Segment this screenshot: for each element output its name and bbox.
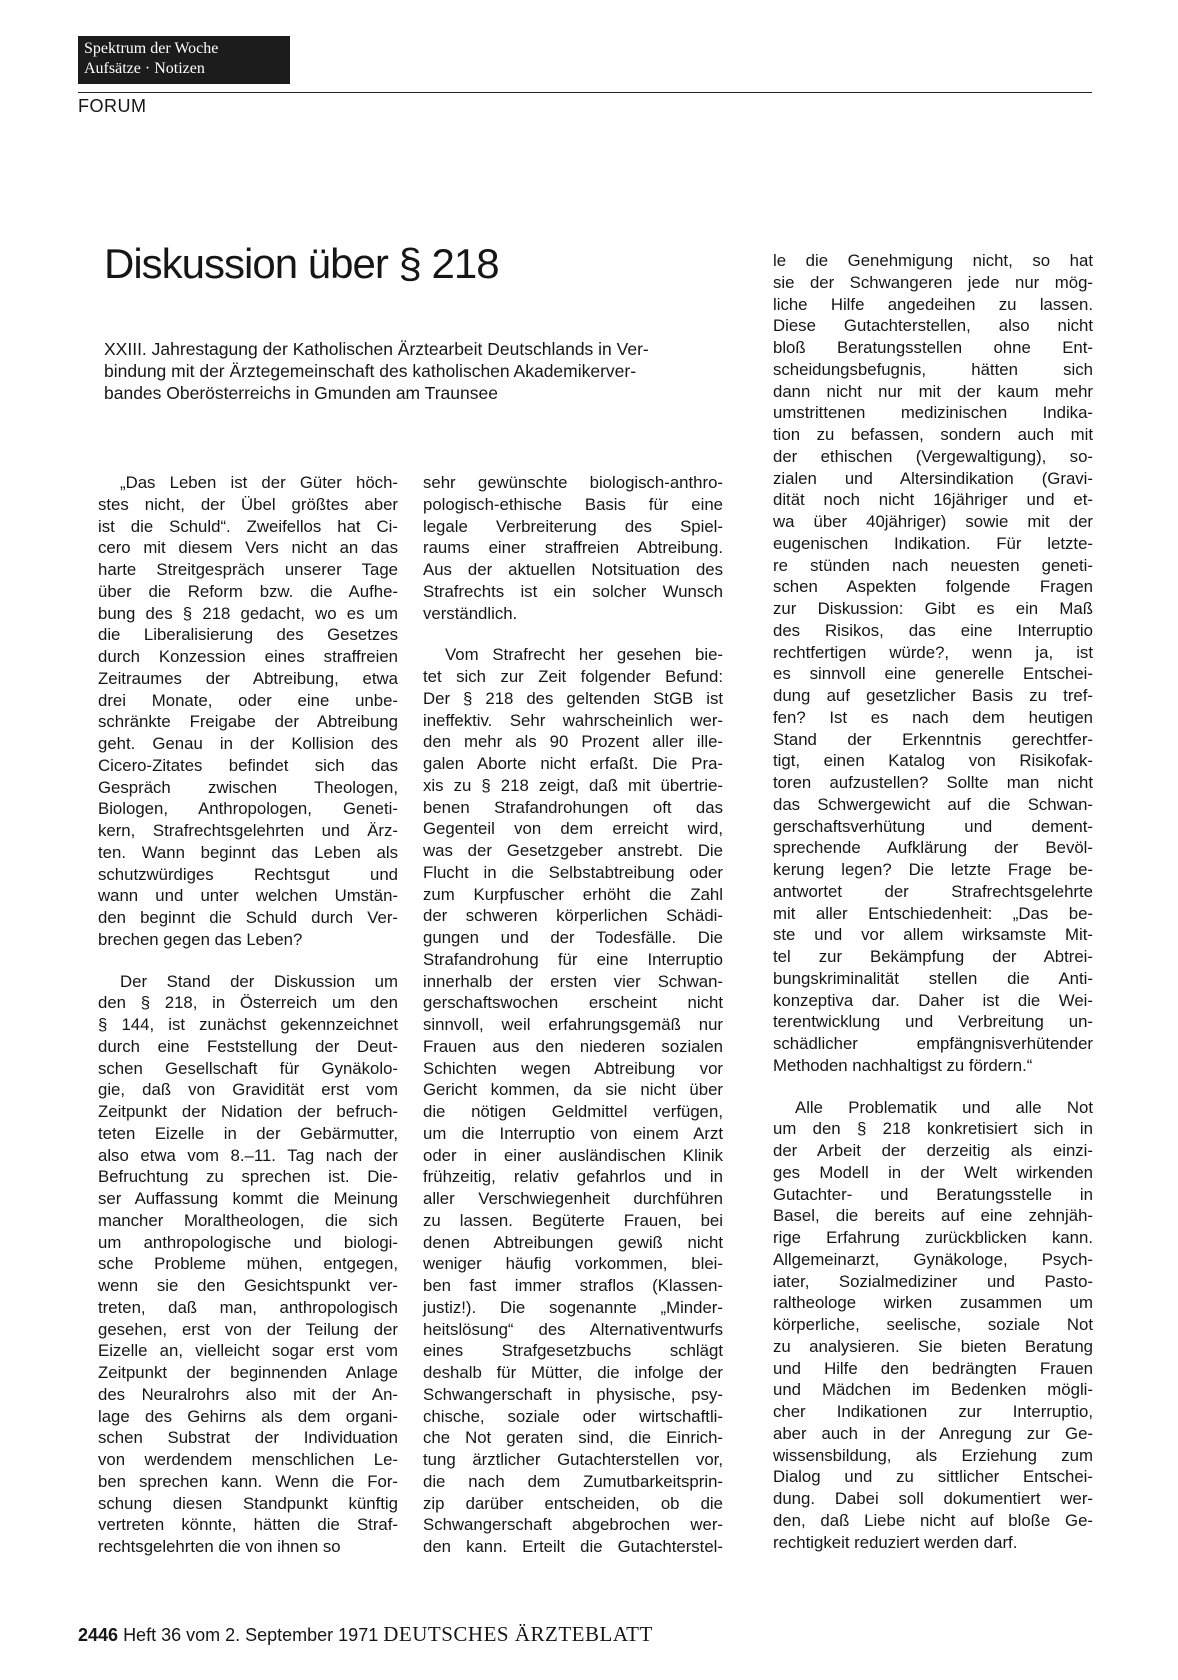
text-line: gie, daß von Gravidität erst vom [98, 1080, 398, 1100]
text-line: mancher Moraltheologen, die sich [98, 1210, 398, 1230]
text-line: bloß Beratungsstellen ohne Ent- [773, 338, 1093, 357]
text-line: dung. Dabei soll dokumentiert wer- [773, 1489, 1093, 1508]
text-line: dität noch nicht 16jähriger und et- [773, 490, 1093, 510]
section-label: FORUM [78, 96, 147, 116]
text-line: kerung legen? Die letzte Frage be- [773, 860, 1093, 879]
text-line: rechtfertigen würde?, wenn ja, ist [773, 642, 1093, 662]
text-line: Der Stand der Diskussion um [120, 971, 398, 991]
text-line: wissensbildung, als Erziehung zum [773, 1445, 1093, 1465]
text-line: drei Monate, oder eine unbe- [98, 690, 398, 710]
text-line: und Mädchen im Bedenken mögli- [773, 1380, 1093, 1400]
text-line: wa über 40jähriger) sowie mit der [773, 512, 1093, 531]
text-line: Flucht in die Selbstabtreibung oder [423, 862, 723, 882]
text-line: raltheologe wirken zusammen um [773, 1293, 1093, 1313]
text-line: rechtsgelehrten die von ihnen so [98, 1537, 341, 1556]
text-line: iater, Sozialmediziner und Pasto- [773, 1271, 1093, 1291]
text-line: benen Strafandrohungen oft das [423, 797, 723, 817]
text-line: durch Konzession eines straffreien [98, 647, 398, 666]
text-line: harte Streitgespräch unserer Tage [98, 560, 398, 579]
text-line: zu analysieren. Sie bieten Beratung [773, 1336, 1093, 1356]
text-line: Schichten wegen Abtreibung vor [423, 1058, 723, 1078]
text-line: ineffektiv. Sehr wahrscheinlich wer- [423, 710, 723, 730]
text-line: der schweren körperlichen Schädi- [423, 906, 723, 926]
text-line: was der Gesetzgeber anstrebt. Die [423, 841, 723, 860]
text-line: schen Gesellschaft für Gynäkolo- [98, 1058, 398, 1078]
text-line: eugenischen Indikation. Für letzte- [773, 533, 1093, 553]
text-line: des Risikos, das eine Interruptio [773, 620, 1093, 640]
text-line: aller Verschwiegenheit durchführen [423, 1189, 723, 1208]
text-line: innerhalb der ersten vier Schwan- [423, 971, 723, 991]
text-line: Gutachter- und Beratungsstelle in [773, 1184, 1093, 1204]
text-line: teten Eizelle in der Gebärmutter, [98, 1123, 398, 1143]
text-line: lage des Gehirns als dem organi- [98, 1406, 398, 1426]
text-line: von werdendem menschlichen Le- [98, 1450, 398, 1469]
text-line: ges Modell in der Welt wirkenden [773, 1162, 1093, 1182]
text-line: um den § 218 konkretisiert sich in [773, 1119, 1093, 1139]
text-line: tel zur Bekämpfung der Abtrei- [773, 947, 1093, 966]
text-line: ist die Schuld“. Zweifellos hat Ci- [98, 516, 398, 536]
text-line: den kann. Erteilt die Gutachterstel- [423, 1537, 723, 1556]
text-line: geht. Genau in der Kollision des [98, 734, 398, 753]
text-line: oder in einer ausländischen Klinik [423, 1145, 723, 1165]
article-title: Diskussion über § 218 [104, 240, 499, 287]
text-line: Diese Gutachterstellen, also nicht [773, 316, 1093, 336]
text-line: zip darüber entscheiden, ob die [423, 1493, 723, 1513]
text-line: den mehr als 90 Prozent aller ille- [423, 732, 723, 752]
text-line: das Schwergewicht auf die Schwan- [773, 794, 1093, 814]
text-line: Schwangerschaft in physische, psy- [423, 1384, 723, 1404]
text-line: Zeitpunkt der Nidation der befruch- [98, 1102, 398, 1121]
text-line: xis zu § 218 zeigt, daß mit übertrie- [423, 775, 723, 795]
text-line: umstrittenen medizinischen Indika- [773, 403, 1093, 423]
text-line: rechtigkeit reduziert werden darf. [773, 1532, 1018, 1552]
text-line: der ethischen (Vergewaltigung), so- [773, 446, 1093, 466]
text-column-3 [773, 250, 1093, 1553]
text-line: Frauen aus den niederen sozialen [423, 1036, 723, 1056]
text-line: ben fast immer straflos (Klassen- [423, 1276, 723, 1295]
text-line: antwortet der Strafrechtsgelehrte [773, 881, 1093, 901]
text-line: Gespräch zwischen Theologen, [98, 777, 398, 797]
subtitle-line: bandes Oberösterreichs in Gmunden am Traunsee [104, 383, 498, 403]
text-line: kern, Strafrechtsgelehrten und Ärz- [98, 821, 398, 840]
text-line: Dialog und zu sittlicher Entschei- [773, 1467, 1093, 1487]
text-line: tigt, einen Katalog von Risikofak- [773, 751, 1093, 771]
text-line: sche Probleme mühen, entgegen, [98, 1254, 398, 1274]
text-line: sinnvoll, weil erfahrungsgemäß nur [423, 1015, 723, 1034]
text-line: Gericht kommen, da sie nicht über [423, 1080, 723, 1100]
text-line: eines Strafgesetzbuchs schlägt [423, 1341, 723, 1361]
text-line: den, daß Liebe nicht auf bloße Ge- [773, 1510, 1093, 1530]
text-line: mit aller Entschiedenheit: „Das be- [773, 903, 1093, 923]
text-line: schung diesen Standpunkt künftig [98, 1493, 398, 1513]
text-line: Zeitraumes der Abtreibung, etwa [98, 668, 398, 688]
text-line: gungen und der Todesfälle. Die [423, 928, 723, 947]
badge-line-2: Aufsätze · Notizen [84, 60, 205, 77]
text-line: stes nicht, der Übel größtes aber [98, 494, 398, 514]
issue-info: Heft 36 vom 2. September 1971 [123, 1625, 379, 1645]
text-line: Allgemeinarzt, Gynäkologe, Psych- [773, 1249, 1093, 1269]
text-line: verständlich. [423, 603, 518, 623]
text-line: pologisch-ethische Basis für eine [423, 494, 723, 514]
text-line: Vom Strafrecht her gesehen bie- [445, 645, 723, 665]
text-line: dung auf gesetzlicher Basis zu tref- [773, 686, 1093, 705]
text-line: es sinnvoll eine generelle Entschei- [773, 664, 1093, 684]
text-line: also etwa vom 8.–11. Tag nach der [98, 1145, 398, 1165]
page-footer [78, 1622, 653, 1647]
text-line: ten. Wann beginnt das Leben als [98, 842, 398, 862]
text-line: sehr gewünschte biologisch-anthro- [423, 473, 723, 492]
text-line: toren aufzustellen? Sollte man nicht [773, 773, 1093, 792]
text-line: zialen und Altersindikation (Gravi- [773, 468, 1093, 488]
text-line: Zeitpunkt der beginnenden Anlage [98, 1363, 398, 1382]
text-line: Gegenteil von dem erreicht wird, [423, 819, 723, 839]
text-line: und Hilfe den bedrängten Frauen [773, 1358, 1093, 1378]
text-line: denen Abtreibungen gewiß nicht [423, 1232, 723, 1252]
section-badge [78, 36, 290, 84]
text-line: schränkte Freigabe der Abtreibung [98, 712, 398, 732]
text-line: heitslösung“ des Alternativentwurfs [423, 1319, 723, 1339]
text-line: treten, daß man, anthropologisch [98, 1297, 398, 1317]
text-line: chische, soziale oder wirtschaftli- [423, 1406, 723, 1426]
text-line: die nach dem Zumutbarkeitsprin- [423, 1471, 723, 1491]
text-line: Schwangerschaft abgebrochen wer- [423, 1515, 723, 1535]
text-line: ben sprechen kann. Wenn die For- [98, 1471, 398, 1491]
text-line: den beginnt die Schuld durch Ver- [98, 908, 398, 927]
text-line: aber auch in der Anregung zur Ge- [773, 1423, 1093, 1443]
text-line: cero mit diesem Vers nicht an das [98, 538, 398, 558]
text-line: dann nicht nur mit der kaum mehr [773, 381, 1093, 401]
text-line: wann und unter welchen Umstän- [98, 886, 398, 906]
text-line: sprechende Aufklärung der Bevöl- [773, 838, 1093, 858]
text-line: konzeptiva dar. Daher ist die Wei- [773, 990, 1093, 1010]
article-subtitle [104, 338, 732, 404]
text-line: zum Kurpfuscher erhöht die Zahl [423, 884, 723, 904]
text-line: des Neuralrohrs also mit der An- [98, 1384, 398, 1404]
text-line: die Liberalisierung des Gesetzes [98, 625, 398, 645]
text-line: der Arbeit der derzeitig als einzi- [773, 1141, 1093, 1160]
text-line: tet sich zur Zeit folgender Befund: [423, 667, 723, 686]
text-line: um die Interruptio von einem Arzt [423, 1123, 723, 1143]
text-column-1 [98, 472, 398, 1558]
text-line: zur Diskussion: Gibt es ein Maß [773, 599, 1093, 618]
text-line: galen Aborte nicht erfaßt. Die Pra- [423, 754, 723, 773]
text-line: Basel, die bereits auf eine zehnjäh- [773, 1206, 1093, 1226]
text-line: liche Hilfe angedeihen zu lassen. [773, 294, 1093, 314]
text-line: ste und vor allem wirksamste Mit- [773, 925, 1093, 945]
text-line: deshalb für Mütter, die infolge der [423, 1363, 723, 1382]
text-line: Befruchtung zu sprechen ist. Die- [98, 1167, 398, 1187]
text-line: um anthropologische und biologi- [98, 1232, 398, 1252]
text-line: brechen gegen das Leben? [98, 929, 303, 949]
text-line: durch eine Feststellung der Deut- [98, 1036, 398, 1056]
text-line: re stünden nach neuesten geneti- [773, 555, 1093, 575]
text-line: rige Erfahrung zurückblicken kann. [773, 1228, 1093, 1247]
text-line: vertreten könnte, hätten die Straf- [98, 1515, 398, 1535]
text-line: gerschaftsverhütung und dement- [773, 816, 1093, 836]
text-line: ser Auffassung kommt die Meinung [98, 1189, 398, 1208]
text-line: schen Aspekten folgende Fragen [773, 577, 1093, 597]
text-line: tung ärztlicher Gutachterstellen vor, [423, 1450, 723, 1469]
text-line: che Not geraten sind, die Einrich- [423, 1428, 723, 1448]
page-number: 2446 [78, 1625, 119, 1645]
text-line: Alle Problematik und alle Not [795, 1097, 1093, 1117]
text-line: den § 218, in Österreich um den [98, 993, 398, 1013]
text-line: sie der Schwangeren jede nur mög- [773, 272, 1093, 292]
text-line: über die Reform bzw. die Aufhe- [98, 581, 398, 601]
text-line: § 144, ist zunächst gekennzeichnet [98, 1015, 398, 1034]
text-line: frühzeitig, relativ gefahrlos und in [423, 1167, 723, 1187]
text-line: weniger häufig vorkommen, blei- [423, 1254, 723, 1274]
text-line: terentwicklung und Verbreitung un- [773, 1012, 1093, 1032]
text-line: Strafrechts ist ein solcher Wunsch [423, 581, 723, 601]
text-line: Cicero-Zitates befindet sich das [98, 755, 398, 775]
text-line: „Das Leben ist der Güter höch- [120, 473, 398, 492]
text-line: fen? Ist es nach dem heutigen [773, 707, 1093, 727]
text-line: Strafandrohung für eine Interruptio [423, 949, 723, 969]
text-line: cher Indikationen zur Interruptio, [773, 1402, 1093, 1421]
text-line: Eizelle an, vielleicht sogar erst vom [98, 1341, 398, 1361]
journal-name: DEUTSCHES ÄRZTEBLATT [383, 1622, 653, 1646]
text-line: justiz!). Die sogenannte „Minder- [423, 1297, 723, 1317]
subtitle-line: XXIII. Jahrestagung der Katholischen Ärztearbeit Deutschlands in Ver- [104, 339, 649, 359]
text-line: tion zu befassen, sondern auch mit [773, 425, 1093, 444]
text-line: schen Substrat der Individuation [98, 1428, 398, 1448]
text-line: die nötigen Geldmittel verfügen, [423, 1102, 723, 1121]
text-line: Biologen, Anthropologen, Geneti- [98, 799, 398, 819]
text-line: körperliche, seelische, soziale Not [773, 1315, 1093, 1334]
text-line: scheidungsbefugnis, hätten sich [773, 359, 1093, 379]
text-line: wenn sie den Gesichtspunkt ver- [98, 1276, 398, 1295]
text-line: bung des § 218 gedacht, wo es um [98, 603, 398, 623]
header-rule [78, 92, 1092, 93]
text-column-2 [423, 472, 723, 1558]
text-line: gerschaftswochen erscheint nicht [423, 993, 723, 1013]
text-line: schutzwürdiges Rechtsgut und [98, 864, 398, 884]
text-line: bungskriminalität stellen die Anti- [773, 968, 1093, 988]
subtitle-line: bindung mit der Ärztegemeinschaft des katholischen Akademikerver- [104, 361, 637, 381]
text-line: le die Genehmigung nicht, so hat [773, 251, 1093, 270]
text-line: Aus der aktuellen Notsituation des [423, 560, 723, 579]
text-line: zu lassen. Begüterte Frauen, bei [423, 1210, 723, 1230]
text-line: Der § 218 des geltenden StGB ist [423, 688, 723, 708]
text-line: legale Verbreiterung des Spiel- [423, 516, 723, 536]
text-line: raums einer straffreien Abtreibung. [423, 538, 723, 558]
text-line: Stand der Erkenntnis gerechtfer- [773, 729, 1093, 749]
text-line: Methoden nachhaltigst zu fördern.“ [773, 1055, 1033, 1075]
text-line: schädlicher empfängnisverhütender [773, 1034, 1093, 1053]
text-line: gesehen, erst von der Teilung der [98, 1319, 398, 1339]
badge-line-1: Spektrum der Woche [84, 40, 219, 57]
